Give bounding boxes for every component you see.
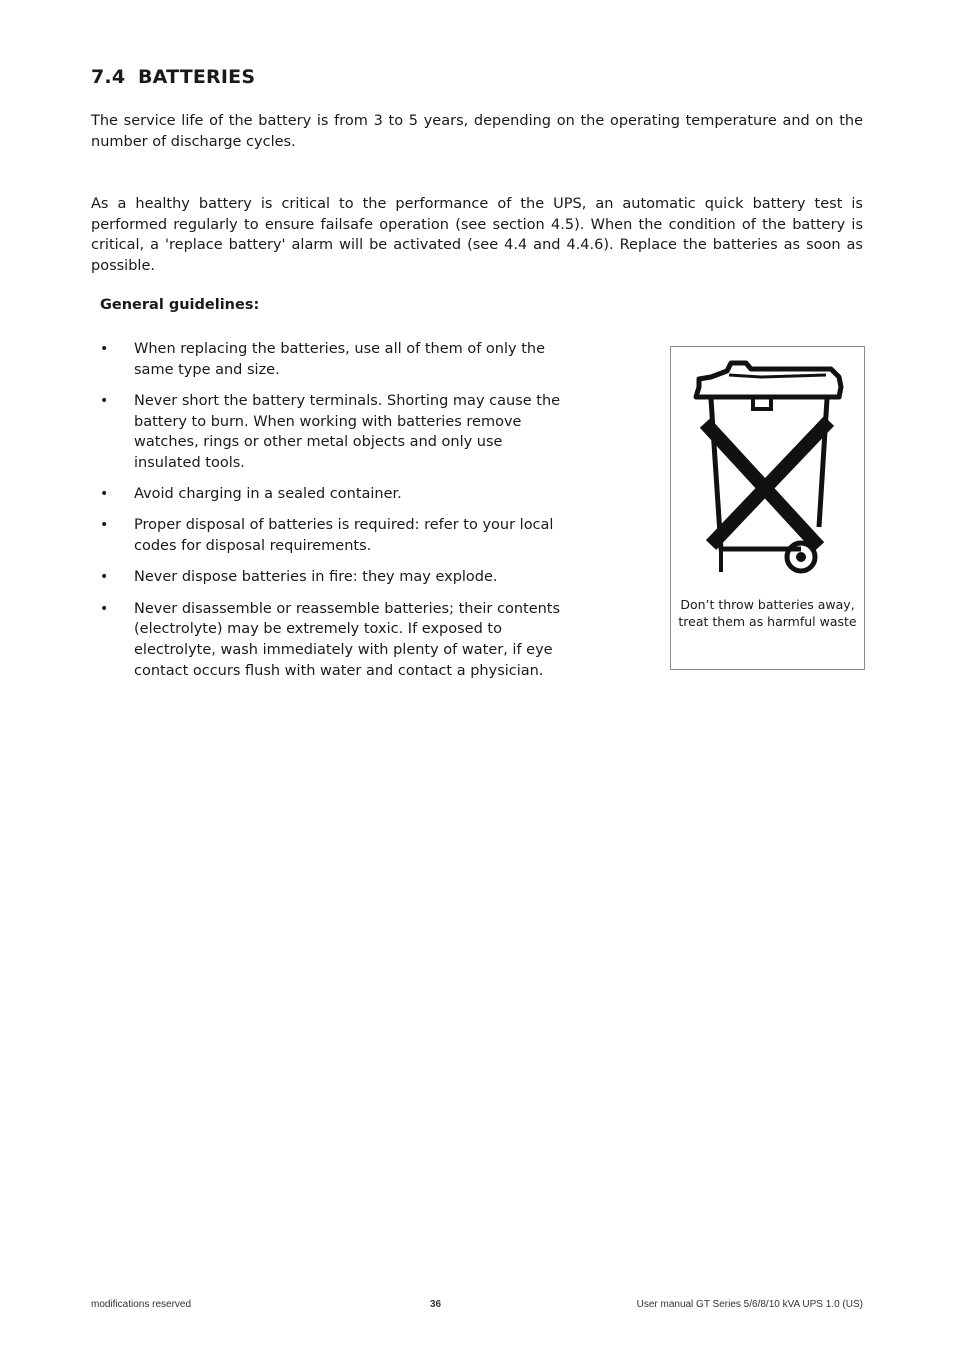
bullet-icon: • [100,517,109,534]
bullet-icon: • [100,569,109,586]
bullet-icon: • [100,600,109,617]
list-item [91,391,571,474]
list-item [91,599,571,682]
list-item [91,484,571,505]
list-item [91,567,571,588]
paragraph-battery-test: As a healthy battery is critical to the performance of the UPS, an automatic quick battery test is performed regularly to ensure failsafe operation (see section 4.5). When the condition of the battery is critical, a 'replace battery' alarm will be activated (see 4.4 and 4.4.6). Replace the batteries as soon as possible. [91,196,863,275]
crossed-out-wheelie-bin-icon [691,357,846,582]
figure-caption: Don’t throw batteries away, treat them as harmful waste [678,597,857,629]
section-heading [91,66,255,88]
bullet-icon: • [100,341,109,357]
list-item-text: Proper disposal of batteries is required: refer to your local codes for disposal requirements. [134,517,554,555]
footer-left: modifications reserved [91,1299,192,1310]
bullet-icon: • [100,392,109,409]
list-item-text: Never dispose batteries in fire: they may explode. [134,569,498,586]
page-number: 36 [430,1299,442,1310]
disposal-figure [670,346,865,670]
list-item-text: Never disassemble or reassemble batteries; their contents (electrolyte) may be extremely toxic. If exposed to electrolyte, wash immediately with plenty of water, if eye contact occurs flush with water and contact a physician. [134,600,561,679]
list-item-text: When replacing the batteries, use all of them of only the same type and size. [134,341,546,378]
guidelines-list [91,339,571,692]
guidelines-heading: General guidelines: [100,297,260,313]
list-item [91,515,571,556]
section-number: 7.4 [91,66,126,88]
paragraph-service-life: The service life of the battery is from 3 to 5 years, depending on the operating temperature and on the number of discharge cycles. [91,113,863,150]
bullet-icon: • [100,486,109,503]
list-item-text: Avoid charging in a sealed container. [134,486,402,503]
section-title: BATTERIES [138,66,256,88]
footer-right: User manual GT Series 5/6/8/10 kVA UPS 1.0 (US) [636,1299,863,1310]
list-item-text: Never short the battery terminals. Shorting may cause the battery to burn. When working with batteries remove watches, rings or other metal objects and only use insulated tools. [134,392,561,472]
list-item [91,339,571,380]
